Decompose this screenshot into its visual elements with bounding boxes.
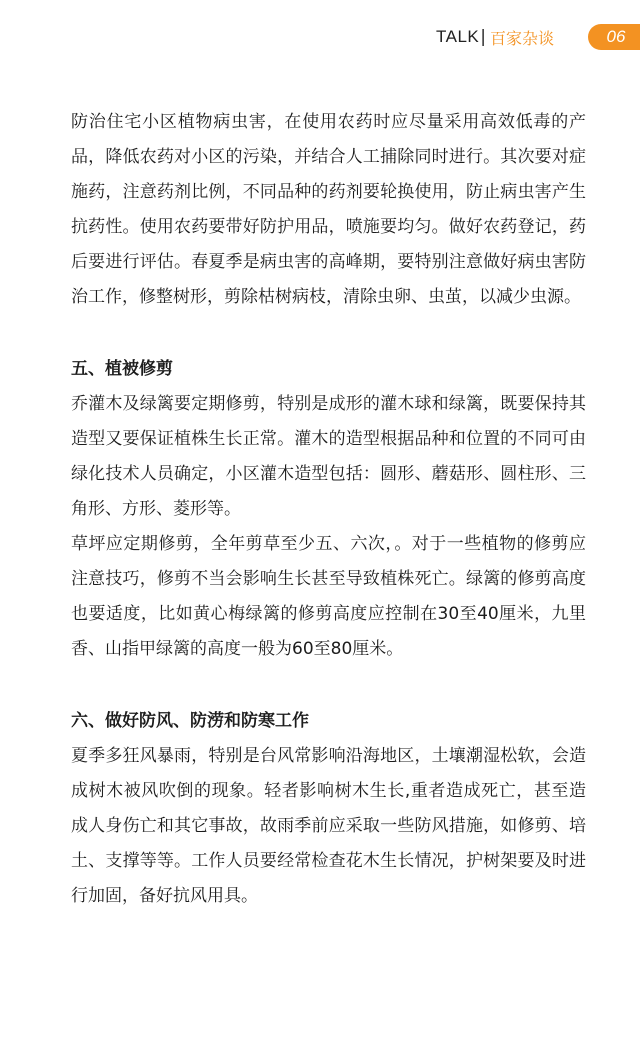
article-body bbox=[71, 105, 586, 914]
section-heading-protection: 六、做好防风、防涝和防寒工作 bbox=[71, 711, 309, 731]
section-heading-pruning: 五、植被修剪 bbox=[71, 359, 173, 379]
page-number-badge: 06 bbox=[588, 24, 640, 50]
page-header bbox=[436, 22, 640, 52]
pruning-paragraph-shrubs: 乔灌木及绿篱要定期修剪，特别是成形的灌木球和绿篱，既要保持其造型又要保证植株生长正常。灌木的造型根据品种和位置的不同可由绿化技术人员确定，小区灌木造型包括：圆形、蘑菇形、圆柱形、三角形、方形、菱形等。 bbox=[71, 394, 586, 519]
talk-label: TALK bbox=[435, 27, 480, 46]
protection-paragraph: 夏季多狂风暴雨，特别是台风常影响沿海地区，土壤潮湿松软，会造成树木被风吹倒的现象。轻者影响树木生长,重者造成死亡，甚至造成人身伤亡和其它事故，故雨季前应采取一些防风措施，如修剪、培土、支撑等等。工作人员要经常检查花木生长情况，护树架要及时进行加固，备好抗风用具。 bbox=[71, 746, 586, 906]
pruning-paragraph-lawn: 草坪应定期修剪，全年剪草至少五、六次，。对于一些植物的修剪应注意技巧，修剪不当会影响生长甚至导致植株死亡。绿篱的修剪高度也要适度，比如黄心梅绿篱的修剪高度应控制在30至40厘米，九里香、山指甲绿篱的高度一般为60至80厘米。 bbox=[71, 534, 586, 659]
intro-paragraph: 防治住宅小区植物病虫害，在使用农药时应尽量采用高效低毒的产品，降低农药对小区的污染，并结合人工捕除同时进行。其次要对症施药，注意药剂比例，不同品种的药剂要轮换使用，防止病虫害产生抗药性。使用农药要带好防护用品，喷施要均匀。做好农药登记，药后要进行评估。春夏季是病虫害的高峰期，要特别注意做好病虫害防治工作，修整树形，剪除枯树病枝，清除虫卵、虫茧，以减少虫源。 bbox=[71, 112, 586, 307]
header-separator: | bbox=[480, 27, 486, 47]
section-label: 百家杂谈 bbox=[489, 28, 554, 48]
